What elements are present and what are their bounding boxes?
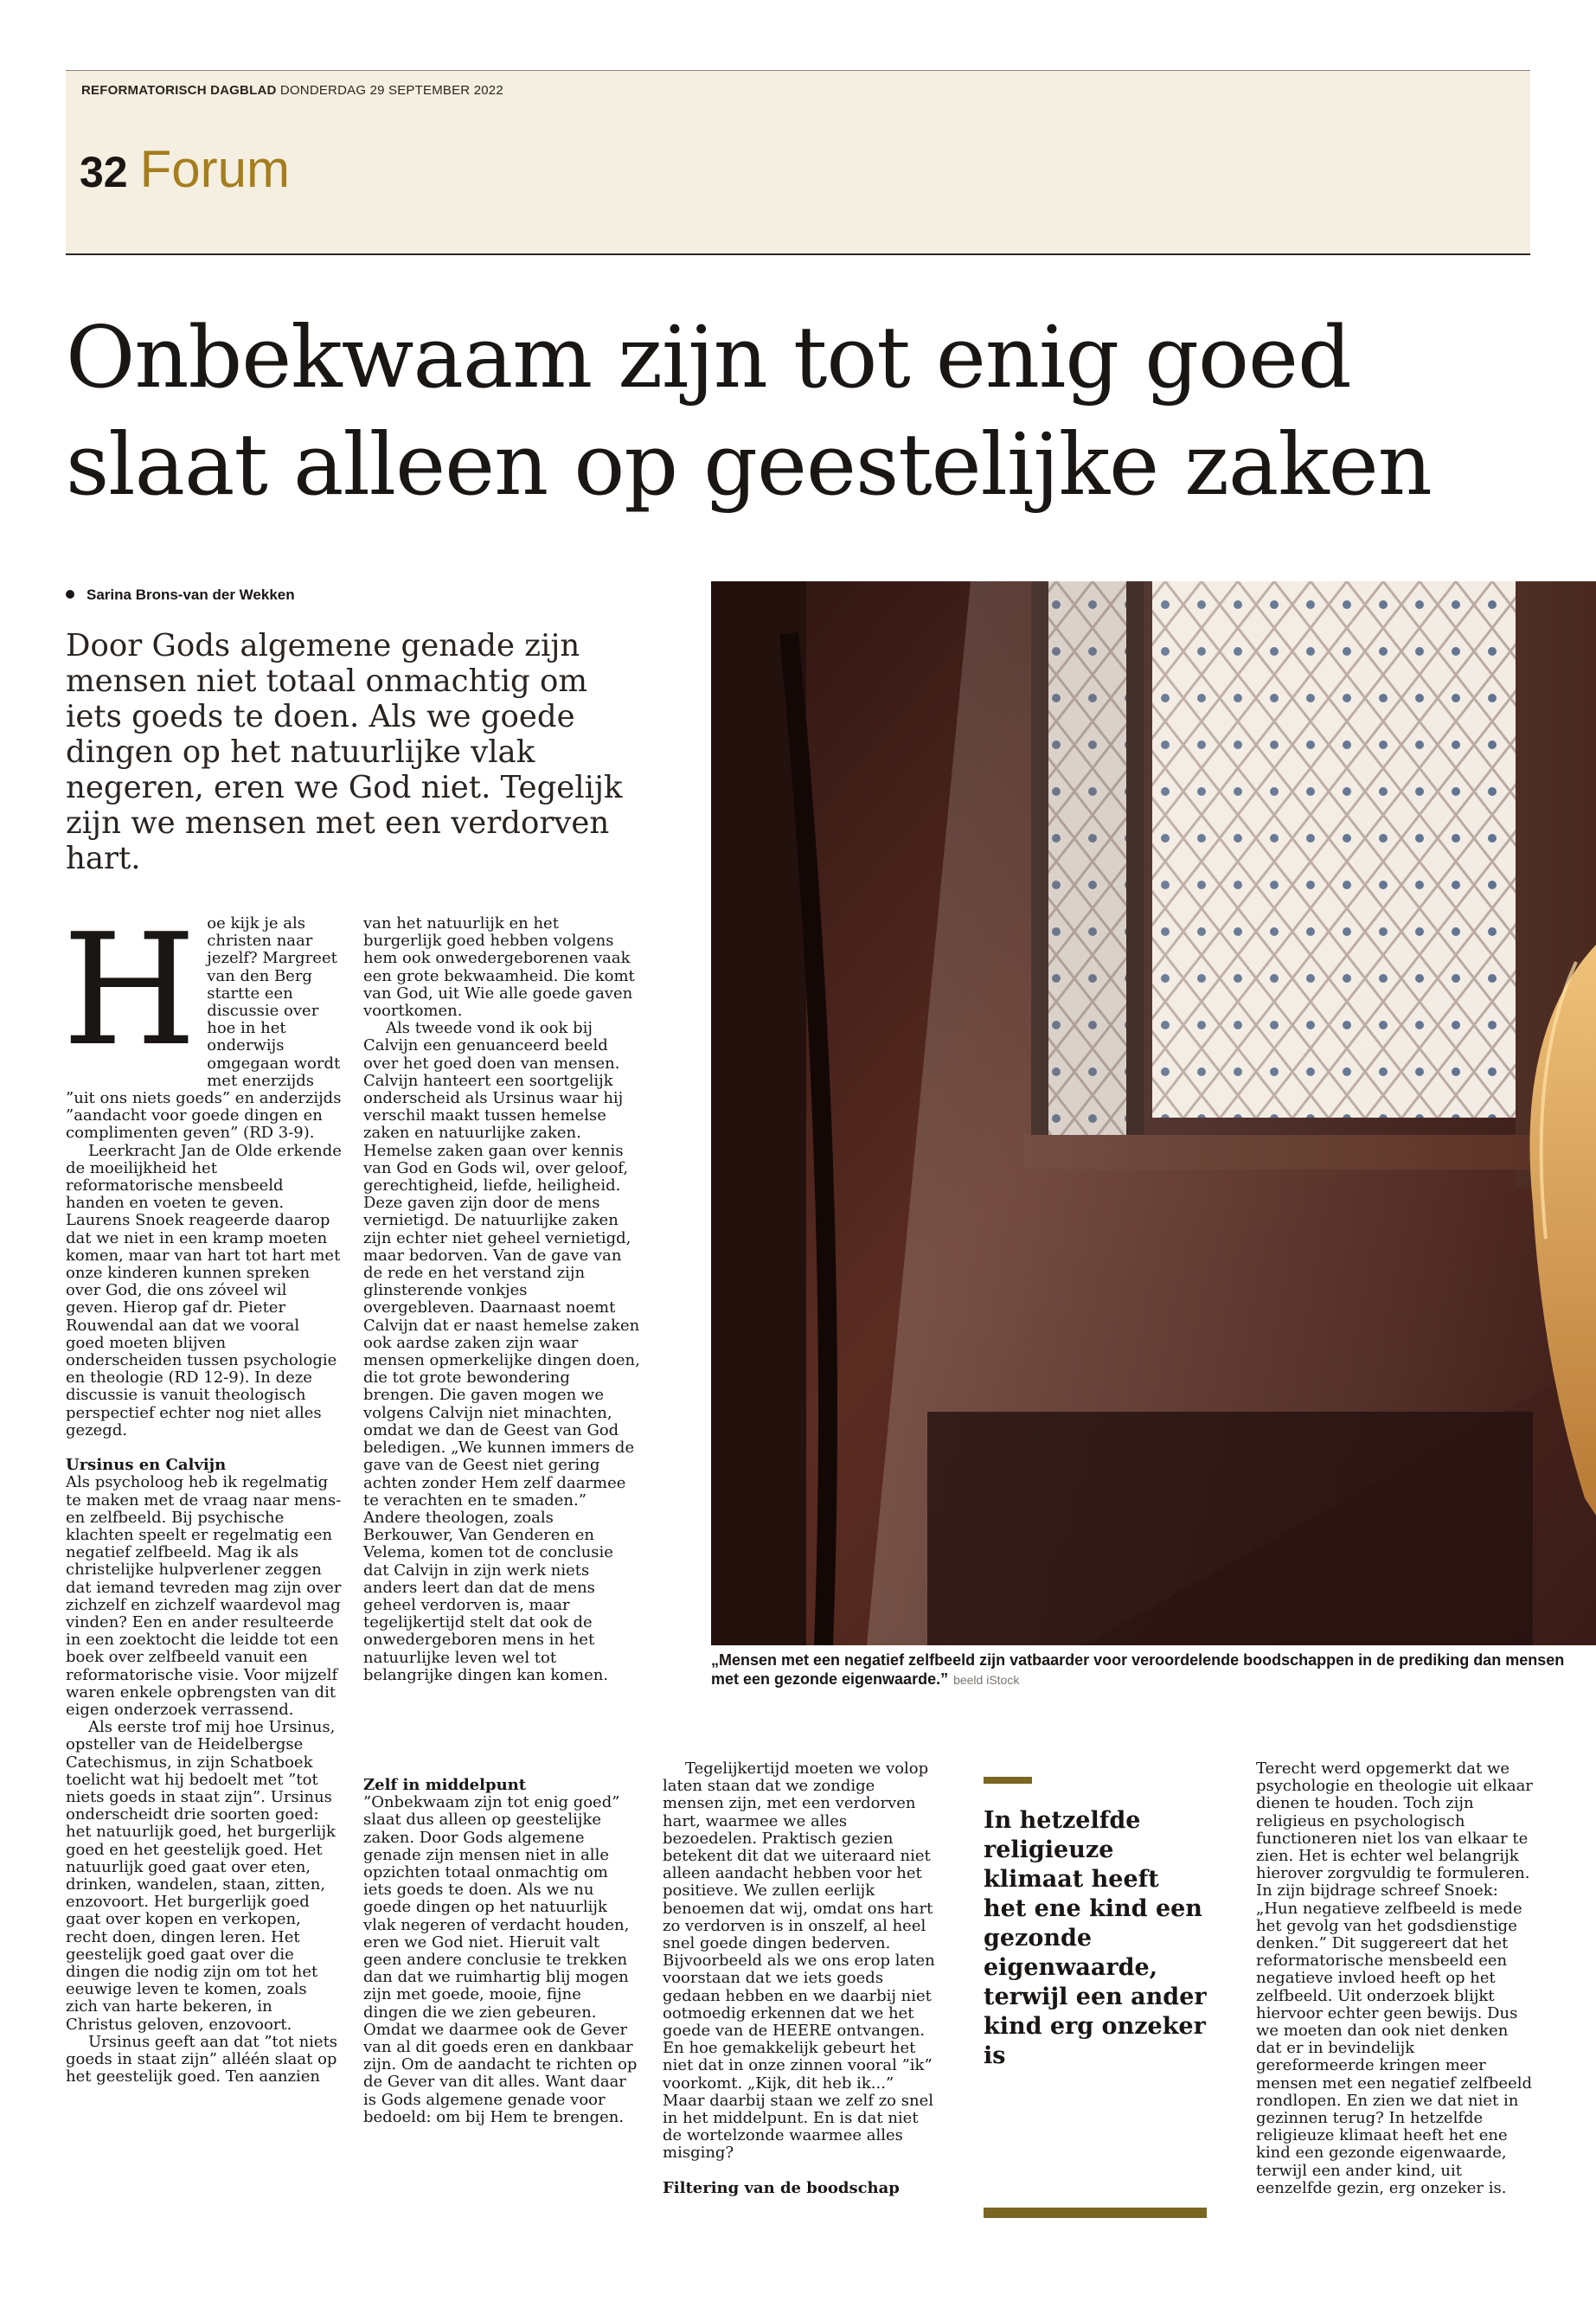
byline (66, 586, 295, 604)
paragraph-6: van het natuurlijk en het burgerlijk goed hebben volgens hem ook onwedergeborenen vaak een grote bekwaamheid. Die komt van God, uit Wie alle goede gaven voortkomen. (363, 914, 635, 1021)
paragraph-7: Als tweede vond ik ook bij Calvijn een genuanceerd beeld over het goed doen van mensen. Calvijn hanteert een soortgelijk onderscheid als Ursinus waar hij verschil maakt tussen hemelse zaken en natuurlijke zaken. Hemelse zaken gaan over kennis van God en Gods wil, over geloof, gerechtigheid, liefde, heiligheid. Deze gaven zijn door de mens vernietigd. De natuurlijke zaken zijn echter niet geheel vernietigd, maar bedorven. Van de gave van de rede en het verstand zijn glinsterende vonkjes overgebleven. Daarnaast noemt Calvijn dat er naast hemelse zaken ook aardse zaken zijn waar mensen opmerkelijke dingen doen, die tot grote bewondering brengen. Die gaven mogen we volgens Calvijn niet minachten, omdat we dan de Geest van God beledigen. „We kunnen immers de gave van de Geest niet gering achten zonder Hem zelf daarmee te verachten en te smaden.” Andere theologen, zoals Berkouwer, Van Genderen en Velema, komen tot de conclusie dat Calvijn in zijn werk niets anders leert dan dat de mens geheel verdorven is, maar tegelijkertijd stelt dat ook de onwedergeboren mens in het natuurlijke leven wel tot belangrijke dingen kan komen. (363, 1019, 640, 1684)
section-header (80, 140, 290, 198)
pull-quote-text: In hetzelfde religieuze klimaat heeft het ene kind een gezonde eigenwaarde, terwijl een ander kind erg onzeker is (984, 1807, 1207, 2069)
article-column-5 (1256, 1760, 1533, 2197)
paragraph-9: Tegelijkertijd moeten we volop laten staan dat we zondige mensen zijn, met een verdorven hart, waarmee we alles bezoedelen. Praktisch gezien betekent dit dat we uiteraard niet alleen aandacht hebben voor het positieve. We zullen eerlijk benoemen dat wij, omdat ons hart zo verdorven is in onszelf, al heel snel goede dingen bederven. Bijvoorbeeld als we ons erop laten voorstaan dat we iets goeds gedaan hebben en we daarbij niet ootmoedig erkennen dat we het goede van de HEERE ontvangen. En hoe gemakkelijk gebeurt het niet dat in onze zinnen vooral ”ik” voorkomt. „Kijk, dit heb ik...” Maar daarbij staan we zelf zo snel in het middelpunt. En is dat niet de wortelzonde waarmee alles misging? (663, 1759, 935, 2163)
author-name: Sarina Brons-van der Wekken (87, 586, 295, 603)
paragraph-2: Leerkracht Jan de Olde erkende de moeilijkheid het reformatorische mensbeeld handen en voeten te geven. Laurens Snoek reageerde daarop dat we niet in een kramp moeten komen, maar van hart tot hart met onze kinderen kunnen spreken over God, die ons zóveel wil geven. Hierop gaf dr. Pieter Rouwendal aan dat we vooral goed moeten blijven onderscheiden tussen psychologie en theologie (RD 12-9). In deze discussie is vanuit theologisch perspectief echter nog niet alles gezegd. (66, 1141, 342, 1439)
paragraph-10: Terecht werd opgemerkt dat we psychologie en theologie uit elkaar dienen te houden. Toch zijn religieus en psychologisch functioneren niet los van elkaar te zien. Het is echter wel belangrijk hierover zorgvuldig te formuleren. In zijn bijdrage schreef Snoek: „Hun negatieve zelfbeeld is mede het gevolg van het godsdienstige denken.” Dit suggereert dat het reformatorische mensbeeld een negatieve invloed heeft op het zelfbeeld. Uit onderzoek blijkt hiervoor echter geen bewijs. Dus we moeten dan ook niet denken dat er in bevindelijk gereformeerde kringen meer mensen met een negatief zelfbeeld rondlopen. En zien we dat niet in gezinnen terug? In hetzelfde religieuze klimaat heeft het ene kind een gezonde eigenwaarde, terwijl een ander kind, uit eenzelfde gezin, erg onzeker is. (1256, 1759, 1533, 2197)
article-column-1 (62, 901, 343, 2086)
paragraph-4: Als eerste trof mij hoe Ursinus, opsteller van de Heidelbergse Catechismus, in zijn Schatboek toelicht wat hij bedoelt met ”tot niets goeds in staat zijn”. Ursinus onderscheidt drie soorten goed: het natuurlijk goed, het burgerlijk goed en het geestelijk goed. Het natuurlijk goed gaat over eten, drinken, wandelen, staan, zitten, enzovoort. Het burgerlijk goed gaat over kopen en verkopen, recht doen, dingen leren. Het geestelijk goed gaat over die dingen die nodig zijn om tot het eeuwige leven te komen, zoals zich van harte bekeren, in Christus geloven, enzovoort. (66, 1718, 336, 2034)
pull-quote-bottom-rule (984, 2208, 1207, 2218)
photo-caption (711, 1650, 1576, 1689)
page-number: 32 (80, 148, 128, 196)
article-column-3 (363, 1777, 640, 2126)
dropcap: H (62, 901, 197, 1080)
article-intro: Door Gods algemene genade zijn mensen niet totaal onmachtig om iets goeds te doen. Als we goede dingen op het natuurlijke vlak negeren, eren we God niet. Tegelijk zijn we mensen met een verdorven hart. (66, 628, 623, 876)
section-name: Forum (139, 140, 290, 198)
bullet-icon (66, 590, 74, 599)
subheading-ursinus-calvijn: Ursinus en Calvijn (66, 1456, 227, 1475)
headline-line-2: slaat alleen op geestelijke zaken (66, 416, 1432, 515)
masthead (66, 70, 1530, 255)
paragraph-5: Ursinus geeft aan dat ”tot niets goeds in staat zijn” alléén slaat op het geestelijk goed. Ten aanzien (66, 2032, 338, 2086)
photo-illustration (711, 581, 1596, 1645)
paragraph-8: ”Onbekwaam zijn tot enig goed” slaat dus alleen op geestelijke zaken. Door Gods algemene genade zijn mensen niet in alle opzichten totaal onmachtig om iets goeds te doen. Als we nu goede dingen op het natuurlijk vlak negeren of verdacht houden, eren we God niet. Hieruit valt geen andere conclusie te trekken dan dat we ruimhartig blij mogen zijn met goede, mooie, fijne dingen die we zien gebeuren. Omdat we daarmee ook de Gever van al dit goeds eren en dankbaar zijn. Om de aandacht te richten op de Gever van dit alles. Want daar is Gods algemene genade voor bedoeld: om bij Hem te brengen. (363, 1793, 638, 2126)
article-photo (711, 581, 1596, 1645)
article-headline (66, 304, 1571, 519)
subheading-zelf-in-middelpunt: Zelf in middelpunt (363, 1776, 527, 1794)
headline-line-1: Onbekwaam zijn tot enig goed (66, 309, 1351, 407)
photo-credit: beeld iStock (953, 1673, 1020, 1687)
paragraph-3: Als psycholoog heb ik regelmatig te maken met de vraag naar mens- en zelfbeeld. Bij psychische klachten speelt er regelmatig een negatief zelfbeeld. Mag ik als christelijke hulpverlener zeggen dat iemand tevreden mag zijn over zichzelf en zichzelf waardevol mag vinden? Een en ander resulteerde in een zoektocht die leidde tot een boek over zelfbeeld vanuit een reformatorische visie. Voor mijzelf waren enkele opbrengsten van dit eigen onderzoek verrassend. (66, 1473, 342, 1719)
pull-quote-top-rule (984, 1777, 1032, 1784)
newspaper-name: REFORMATORISCH DAGBLAD (81, 83, 277, 98)
article-column-2 (363, 915, 640, 1684)
pull-quote (984, 1777, 1208, 2071)
masthead-dateline (81, 83, 503, 98)
subheading-filtering: Filtering van de boodschap (663, 2178, 900, 2197)
publication-date: DONDERDAG 29 SEPTEMBER 2022 (279, 83, 503, 98)
article-column-4 (663, 1760, 939, 2197)
caption-text: „Mensen met een negatief zelfbeeld zijn vatbaarder voor veroordelende boodschappen in de prediking dan mensen met een gezonde eigenwaarde.” (711, 1651, 1565, 1688)
paragraph-1: oe kijk je als christen naar jezelf? Margreet van den Berg startte een discussie over hoe in het onderwijs omgegaan wordt met enerzijds ”uit ons niets goeds” en anderzijds ”aandacht voor goede dingen en complimenten geven” (RD 3-9). (66, 914, 342, 1143)
